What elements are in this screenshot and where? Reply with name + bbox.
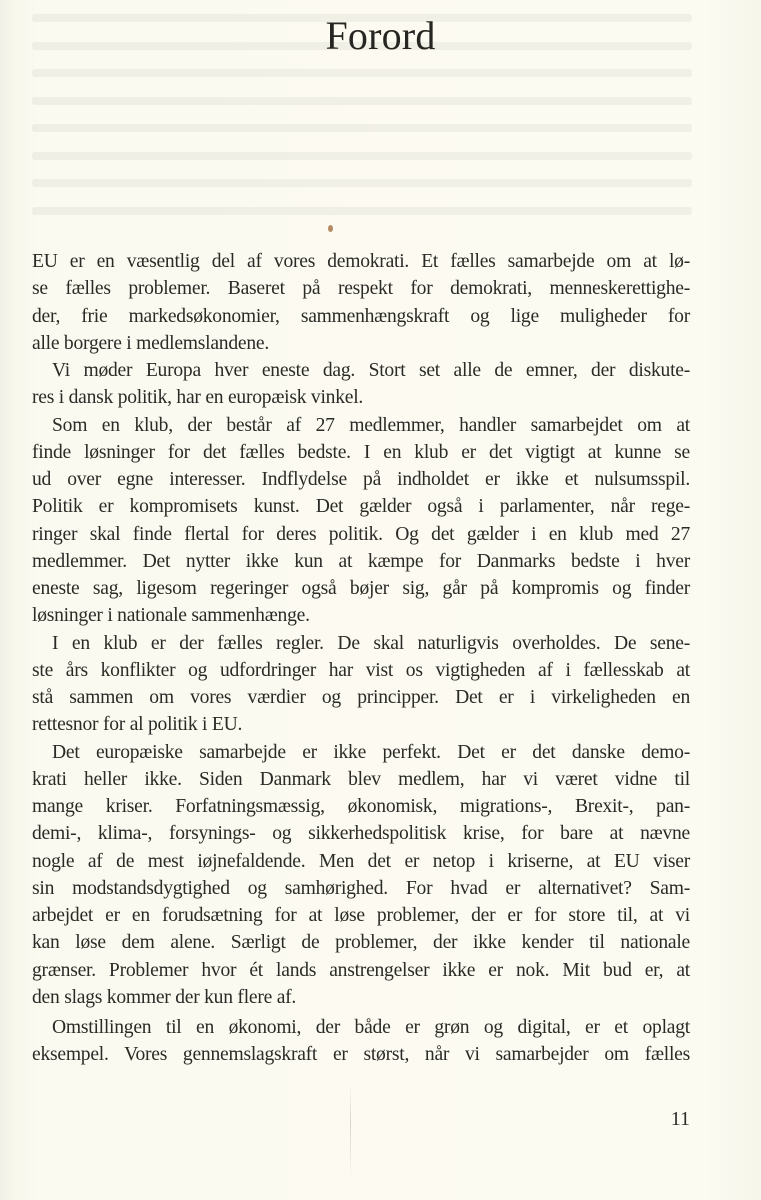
text-line: I en klub er der fælles regler. De skal naturligvis overholdes. De sene- bbox=[52, 632, 690, 654]
paragraph bbox=[32, 630, 690, 739]
text-line: sin modstandsdygtighed og samhørighed. For hvad er alternativet? Sam- bbox=[32, 877, 690, 899]
text-line: stå sammen om vores værdier og principper. Det er i virkeligheden en bbox=[32, 687, 690, 708]
text-line: rettesnor for al politik i EU. bbox=[32, 714, 243, 736]
text-line: se fælles problemer. Baseret på respekt for demokrati, menneskerettighe- bbox=[32, 278, 690, 300]
text-line: eksempel. Vores gennemslagskraft er størst, når vi samarbejder om fælles bbox=[32, 1044, 690, 1066]
text-line: Politik er kompromisets kunst. Det gælder også i parlamenter, når rege- bbox=[32, 496, 690, 518]
text-line: mange kriser. Forfatningsmæssig, økonomisk, migrations-, Brexit-, pan- bbox=[32, 796, 690, 817]
text-line: ud over egne interesser. Indflydelse på indholdet er ikke et nulsumsspil. bbox=[32, 469, 690, 490]
text-line: arbejdet er en forudsætning for at løse problemer, der er for store til, at vi bbox=[32, 905, 690, 926]
text-line: medlemmer. Det nytter ikke kun at kæmpe for Danmarks bedste i hver bbox=[32, 550, 690, 572]
text-line: Det europæiske samarbejde er ikke perfekt. Det er det danske demo- bbox=[52, 741, 690, 763]
text-line: demi-, klima-, forsynings- og sikkerhedspolitisk krise, for bare at nævne bbox=[32, 823, 690, 845]
text-line: Vi møder Europa hver eneste dag. Stort set alle de emner, der diskute- bbox=[52, 360, 690, 381]
text-line: Som en klub, der består af 27 medlemmer, handler samarbejdet om at bbox=[52, 414, 690, 436]
paper-speck bbox=[328, 225, 333, 232]
text-line: ste års konflikter og udfordringer har vist os vigtigheden af i fællesskab at bbox=[32, 659, 690, 681]
text-line: grænser. Problemer hvor ét lands anstrengelser ikke er nok. Mit bud er, at bbox=[32, 959, 690, 981]
paper-crease bbox=[350, 1085, 351, 1180]
text-line: res i dansk politik, har en europæisk vinkel. bbox=[32, 387, 364, 409]
paragraph bbox=[32, 412, 690, 630]
text-line: ringer skal finde flertal for deres politik. Og det gælder i en klub med 27 bbox=[32, 523, 690, 545]
text-line: der, frie markedsøkonomier, sammenhængskraft og lige muligheder for bbox=[32, 305, 690, 327]
text-line: alle borgere i medlemslandene. bbox=[32, 332, 269, 354]
text-line: kan løse dem alene. Særligt de problemer, der ikke kender til nationale bbox=[32, 932, 690, 954]
page-number: 11 bbox=[670, 1108, 690, 1130]
text-line: løsninger i nationale sammenhænge. bbox=[32, 605, 310, 627]
text-line: Omstillingen til en økonomi, der både er grøn og digital, er et oplagt bbox=[52, 1017, 690, 1038]
chapter-title: Forord bbox=[325, 13, 436, 58]
text-line: eneste sag, ligesom regeringer også bøjer sig, går på kompromis og finder bbox=[32, 578, 690, 599]
text-line: den slags kommer der kun flere af. bbox=[32, 986, 297, 1008]
body-text bbox=[32, 248, 690, 1069]
paragraph bbox=[32, 357, 690, 412]
paragraph bbox=[32, 1014, 690, 1069]
text-line: nogle af de mest iøjnefaldende. Men det er netop i kriserne, at EU viser bbox=[32, 850, 690, 872]
text-line: finde løsninger for det fælles bedste. I en klub er det vigtigt at kunne se bbox=[32, 441, 690, 463]
paragraph bbox=[32, 248, 690, 357]
text-line: krati heller ikke. Siden Danmark blev medlem, har vi været vidne til bbox=[32, 768, 690, 790]
paragraph bbox=[32, 739, 690, 1012]
text-line: EU er en væsentlig del af vores demokrati. Et fælles samarbejde om at lø- bbox=[32, 251, 690, 272]
